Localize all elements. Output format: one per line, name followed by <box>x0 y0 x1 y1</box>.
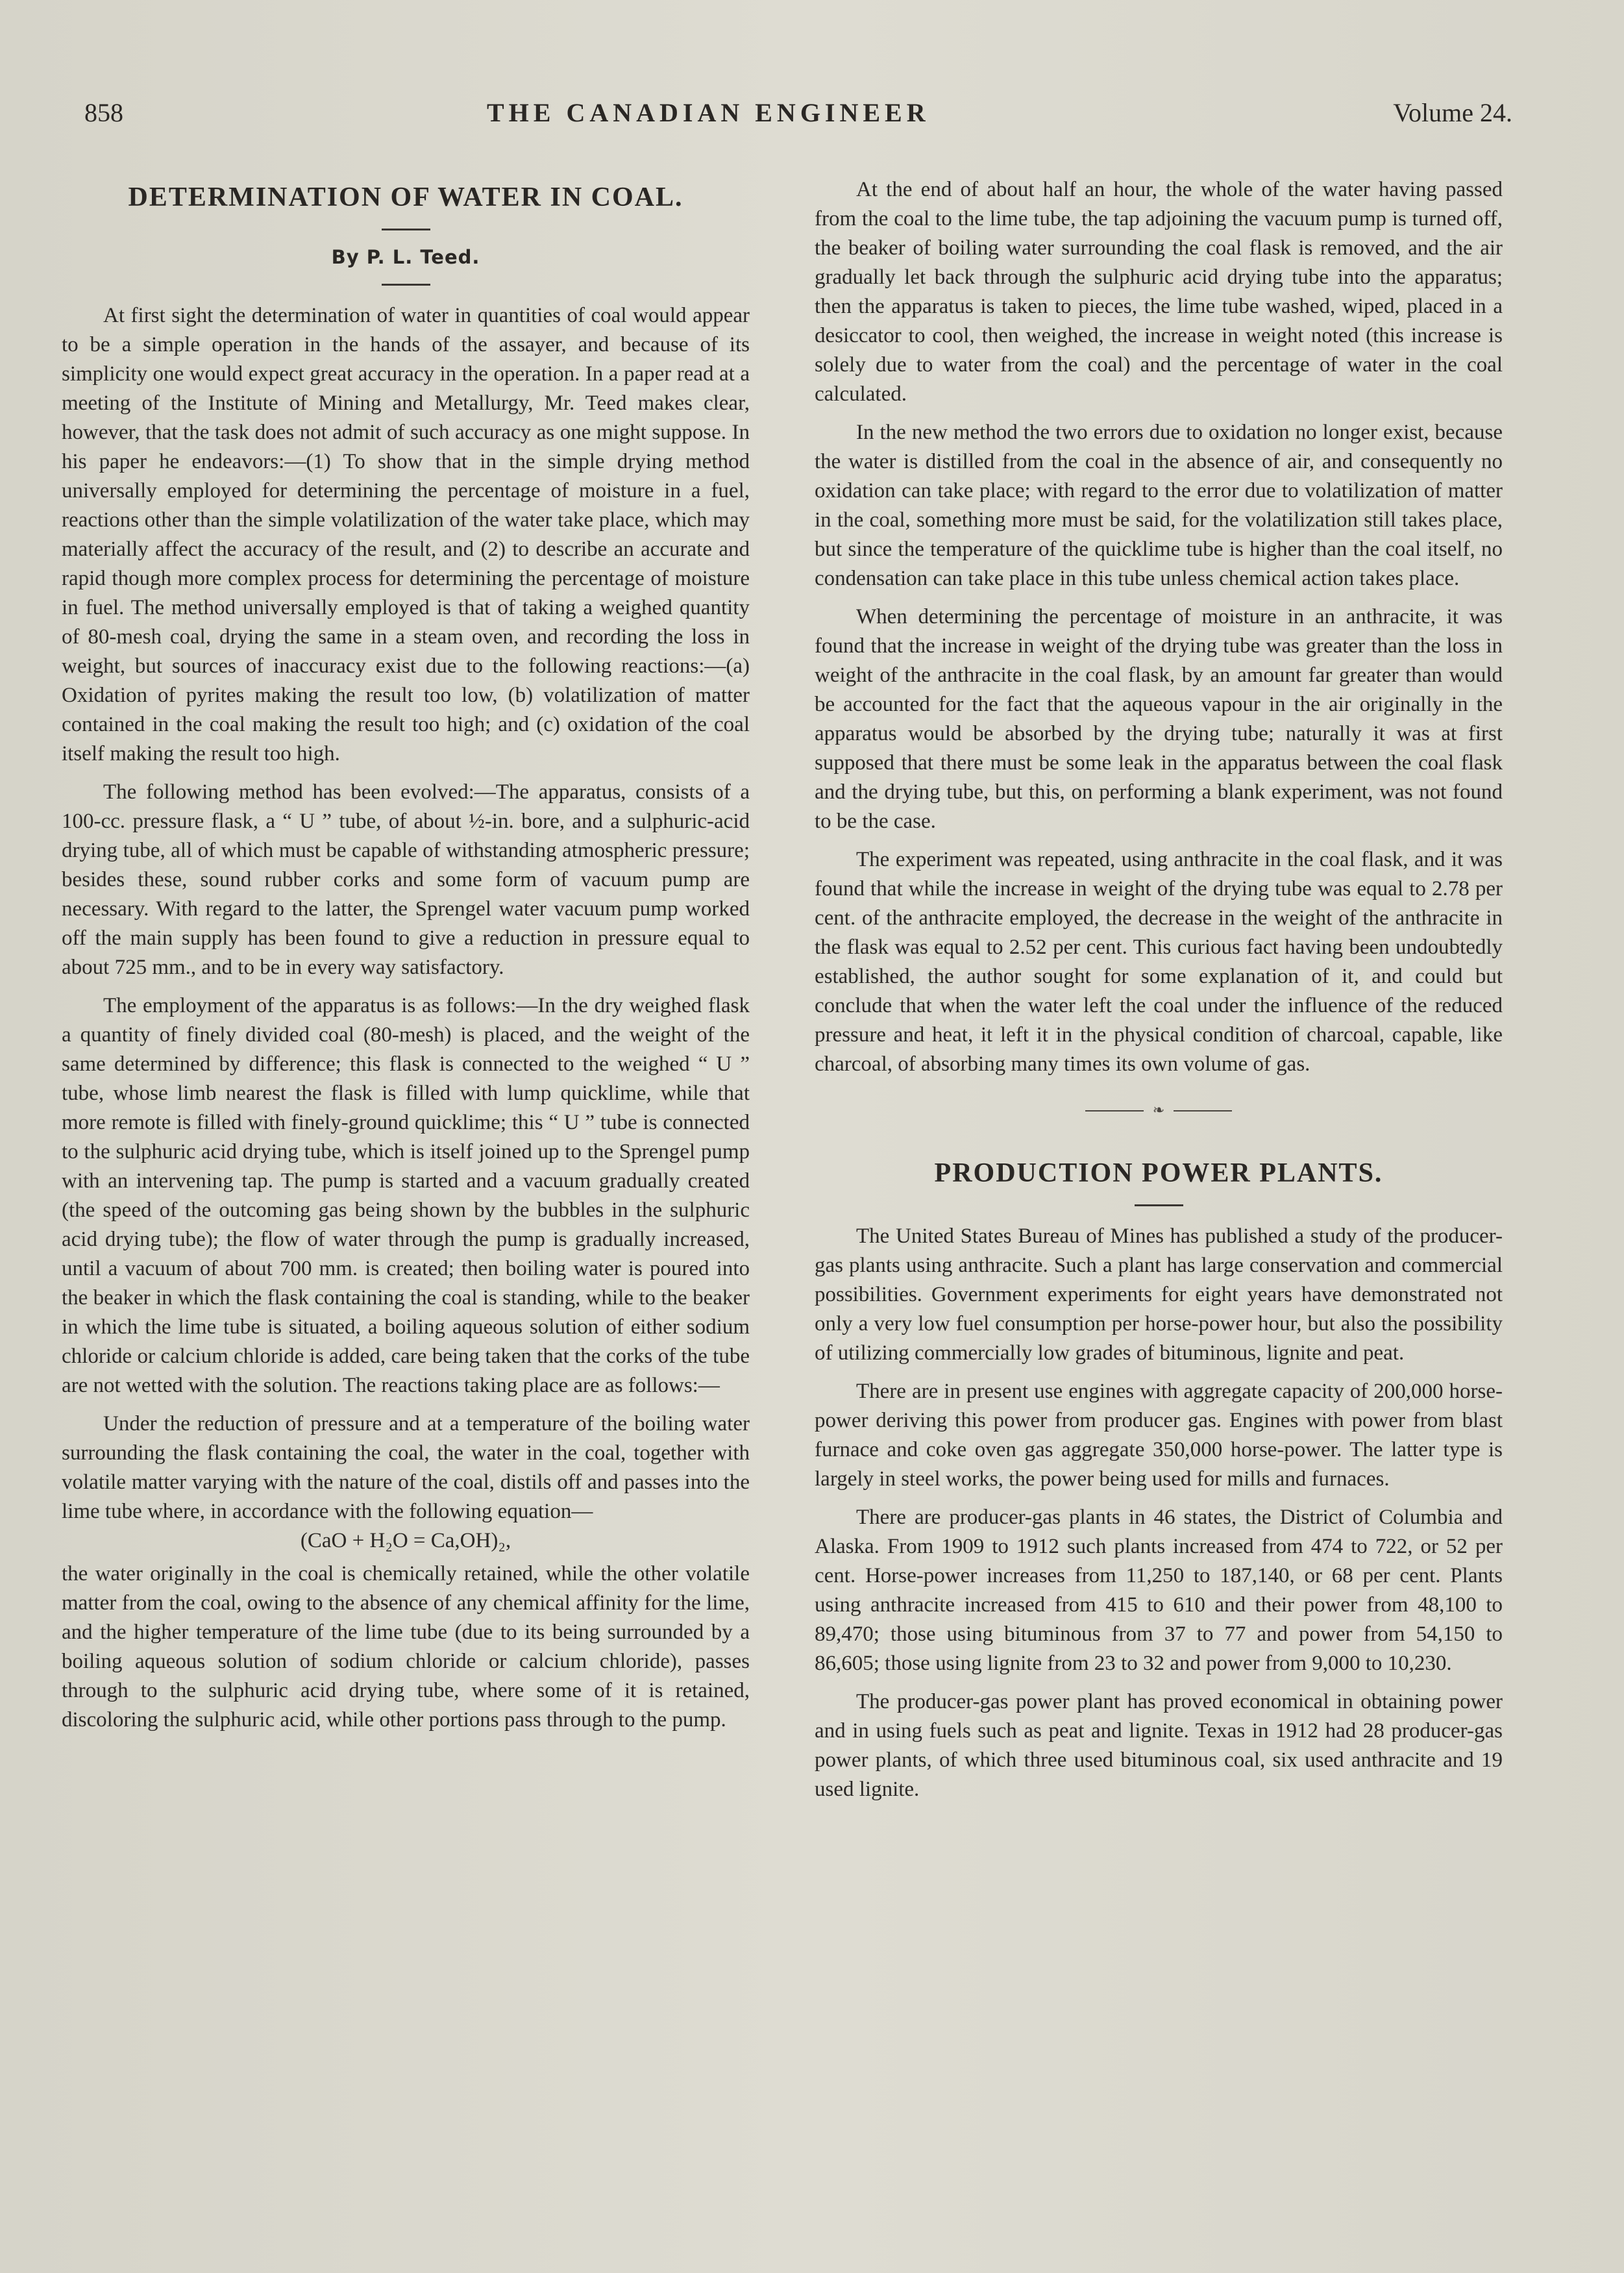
journal-title: THE CANADIAN ENGINEER <box>487 98 930 127</box>
paragraph: The following method has been evolved:—The apparatus, consists of a 100-cc. pressure flask, a “ U ” tube, of about ½-in. bore, and a sulphuric-acid drying tube, all of which must be capable of withstanding atmospheric pressure; besides these, sound rubber corks and some form of vacuum pump are necessary. With regard to the latter, the Sprengel water vacuum pump worked off the main supply has been found to give a reduction in pressure equal to about 725 mm., and to be in every way satisfactory. <box>62 780 750 979</box>
paragraph: At the end of about half an hour, the whole of the water having passed from the coal to the lime tube, the tap adjoining the vacuum pump is turned off, the beaker of boiling water surrounding the coal flask is removed, and the air gradually let back through the sulphuric acid drying tube into the apparatus; then the apparatus is taken to pieces, the lime tube washed, wiped, placed in a desiccator to cool, then weighed, the increase in weight noted (this increase is solely due to water from the coal) and the percentage of water in the coal calculated. <box>815 178 1503 406</box>
article-title-production-power-plants: PRODUCTION POWER PLANTS. <box>934 1158 1383 1188</box>
right-column <box>815 175 1503 1813</box>
paragraph: the water originally in the coal is chemically retained, while the other volatile matter from the coal, owing to the absence of any chemical affinity for the lime, and the higher temperature of the lime tube (due to its being surrounded by a boiling aqueous solution of sodium chloride or calcium chloride), passes through to the sulphuric acid drying tube, where some of it is retained, discoloring the sulphuric acid, while other portions pass through to the pump. <box>62 1562 750 1732</box>
title-rule <box>1135 1204 1183 1206</box>
paragraph: At first sight the determination of water in quantities of coal would appear to be a simple operation in the hands of the assayer, and because of its simplicity one would expect great accuracy in the operation. In a paper read at a meeting of the Institute of Mining and Metallurgy, Mr. Teed makes clear, however, that the task does not admit of such accuracy as one might suppose. In his paper he endeavors:—(1) To show that in the simple drying method universally employed for determining the percentage of moisture in a fuel, reactions other than the simple volatilization of the water take place, which may materially affect the accuracy of the result, and (2) to describe an accurate and rapid though more complex process for determining the percentage of moisture in fuel. The method universally employed is that of taking a weighed quantity of 80-mesh coal, drying the same in a steam oven, and recording the loss in weight, but sources of inaccuracy exist due to the following reactions:—(a) Oxidation of pyrites making the result too low, (b) volatilization of matter contained in the coal making the result too high; and (c) oxidation of the coal itself making the result too high. <box>62 304 750 765</box>
volume-label: Volume 24. <box>1393 98 1512 127</box>
paragraph: There are in present use engines with aggregate capacity of 200,000 horse-power deriving this power from producer gas. Engines with power from blast furnace and coke oven gas aggregate 350,000 horse-power. The latter type is largely in steel works, the power being used for mills and furnaces. <box>815 1380 1503 1491</box>
page-number: 858 <box>84 98 123 127</box>
article-byline: By P. L. Teed. <box>331 246 480 268</box>
paragraph: The producer-gas power plant has proved economical in obtaining power and in using fuels such as peat and lignite. Texas in 1912 had 28 producer-gas power plants, of which three used bituminous coal, six used anthracite and 19 used lignite. <box>815 1690 1503 1801</box>
paragraph: When determining the percentage of moisture in an anthracite, it was found that the increase in weight of the drying tube was greater than the loss in weight of the anthracite in the coal flask, by an amount far greater than would be accounted for the fact that the aqueous vapour in the air originally in the apparatus would be absorbed by the drying tube; naturally it was at first supposed that there must be some leak in the apparatus between the coal flask and the drying tube, but this, on performing a blank experiment, was not found to be the case. <box>815 605 1503 833</box>
running-header <box>84 97 1512 136</box>
paragraph: The experiment was repeated, using anthracite in the coal flask, and it was found that while the increase in weight of the drying tube was equal to 2.78 per cent. of the anthracite employed, the decrease in the weight of the anthracite in the flask was equal to 2.52 per cent. This curious fact having been undoubtedly established, the author sought for some explanation of it, and could but conclude that when the water left the coal under the influence of the reduced pressure and heat, it left it in the physical condition of charcoal, capable, like charcoal, of absorbing many times its own volume of gas. <box>815 848 1503 1076</box>
paragraph: Under the reduction of pressure and at a temperature of the boiling water surrounding the flask containing the coal, the water in the coal, together with volatile matter varying with the nature of the coal, distils off and passes into the lime tube where, in accordance with the following equation— <box>62 1412 750 1523</box>
ornament-icon: ❧ <box>1152 1102 1165 1119</box>
paragraph: The employment of the apparatus is as follows:—In the dry weighed flask a quantity of finely divided coal (80-mesh) is placed, and the weight of the same determined by difference; this flask is connected to the weighed “ U ” tube, whose limb nearest the flask is filled with lump quicklime, while that more remote is filled with finely-ground quicklime; this “ U ” tube is connected to the sulphuric acid drying tube, which is itself joined up to the Sprengel pump with an intervening tap. The pump is started and a vacuum gradually created (the speed of the outcoming gas being shown by the bubbles in the sulphuric acid drying tube); the flow of water through the pump is gradually increased, until a vacuum of about 700 mm. is created; then boiling water is poured into the beaker in which the flask containing the coal is standing, while to the beaker in which the lime tube is situated, a boiling aqueous solution of either sodium chloride or calcium chloride is added, care being taken that the corks of the tube are not wetted with the solution. The reactions taking place are as follows:— <box>62 994 750 1397</box>
paragraph: There are producer-gas plants in 46 states, the District of Columbia and Alaska. From 1909 to 1912 such plants increased from 474 to 722, or 52 per cent. Horse-power increases from 11,250 to 187,140, or 68 per cent. Plants using anthracite increased from 415 to 610 and their power from 48,100 to 89,470; those using bituminous from 37 to 77 and power from 54,150 to 86,605; those using lignite from 23 to 32 and power from 9,000 to 10,230. <box>815 1506 1503 1675</box>
byline-rule <box>382 284 430 286</box>
divider-line <box>1085 1110 1144 1112</box>
section-divider <box>815 1102 1503 1119</box>
chemical-equation: (CaO + H₂O = Ca,OH)₂, <box>300 1529 511 1552</box>
divider-line <box>1174 1110 1232 1112</box>
paragraph: The United States Bureau of Mines has published a study of the producer-gas plants using anthracite. Such a plant has large conservation and commercial possibilities. Government experiments for eight years have demonstrated not only a very low fuel consumption per horse-power hour, but also the possibility of utilizing commercially low grades of bituminous, lignite and peat. <box>815 1224 1503 1365</box>
title-rule <box>382 229 430 230</box>
paragraph: In the new method the two errors due to oxidation no longer exist, because the water is distilled from the coal in the absence of air, and consequently no oxidation can take place; with regard to the error due to volatilization of matter in the coal, something more must be said, for the volatilization still takes place, but since the temperature of the quicklime tube is higher than the coal itself, no condensation can take place in this tube unless chemical action takes place. <box>815 421 1503 590</box>
article-title-water-in-coal: DETERMINATION OF WATER IN COAL. <box>128 182 683 212</box>
left-column <box>62 175 750 1744</box>
